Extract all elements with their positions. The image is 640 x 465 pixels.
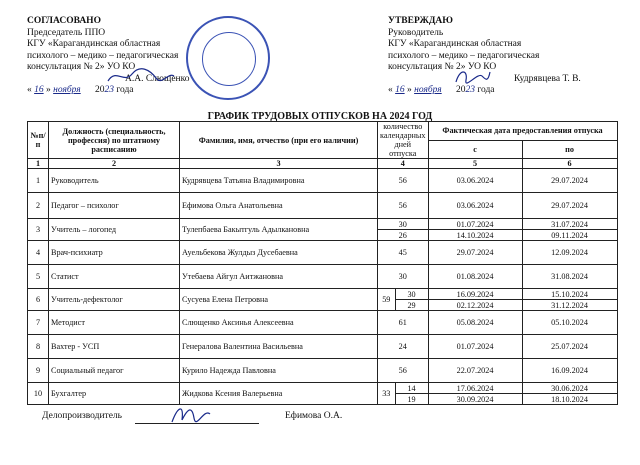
date-year: 23 bbox=[104, 85, 114, 95]
date-suffix: года bbox=[477, 85, 495, 95]
row-to: 31.12.2024 bbox=[522, 300, 617, 311]
row-from: 14.10.2024 bbox=[428, 230, 522, 241]
table-row bbox=[28, 219, 618, 230]
row-to: 31.07.2024 bbox=[522, 219, 617, 230]
col-number: 1 bbox=[28, 159, 49, 169]
col-number: 4 bbox=[378, 159, 429, 169]
row-from: 05.08.2024 bbox=[428, 311, 522, 335]
row-num: 3 bbox=[28, 219, 49, 241]
signature-footer-icon bbox=[168, 402, 214, 428]
date-month: ноября bbox=[414, 85, 442, 95]
row-num: 5 bbox=[28, 265, 49, 289]
approval-left-date bbox=[27, 85, 190, 97]
date-mid: » bbox=[46, 85, 51, 95]
table-row bbox=[28, 383, 618, 394]
date-mid: » bbox=[407, 85, 412, 95]
table-row bbox=[28, 335, 618, 359]
table-row bbox=[28, 359, 618, 383]
row-from: 17.06.2024 bbox=[428, 383, 522, 394]
footer-signer: Ефимова О.А. bbox=[285, 411, 343, 421]
row-position: Учитель – логопед bbox=[49, 219, 180, 241]
header-from: с bbox=[428, 140, 522, 159]
row-name: Слющенко Аксинья Алексеевна bbox=[180, 311, 378, 335]
approval-right-line4: консультация № 2» УО КО bbox=[388, 62, 497, 72]
row-from: 01.08.2024 bbox=[428, 265, 522, 289]
row-name: Курило Надежда Павловна bbox=[180, 359, 378, 383]
row-name: Тулепбаева Бакытгуль Адылкановна bbox=[180, 219, 378, 241]
row-num: 4 bbox=[28, 241, 49, 265]
row-days: 61 bbox=[378, 311, 429, 335]
col-number: 6 bbox=[522, 159, 617, 169]
row-name: Ауельбекова Жулдыз Дусебаевна bbox=[180, 241, 378, 265]
row-days-total: 33 bbox=[378, 383, 396, 405]
row-to: 25.07.2024 bbox=[522, 335, 617, 359]
table-row bbox=[28, 241, 618, 265]
row-num: 10 bbox=[28, 383, 49, 405]
row-to: 31.08.2024 bbox=[522, 265, 617, 289]
row-days-part: 26 bbox=[378, 230, 429, 241]
approval-left-heading: СОГЛАСОВАНО bbox=[27, 16, 101, 26]
vacation-schedule-table bbox=[27, 121, 618, 405]
approval-right-line2: КГУ «Карагандинская областная bbox=[388, 39, 522, 49]
row-position: Руководитель bbox=[49, 169, 180, 193]
date-day: 16 bbox=[395, 85, 405, 95]
approval-right-line3: психолого – медико – педагогическая bbox=[388, 50, 540, 61]
table-row bbox=[28, 193, 618, 219]
approval-left-line2: КГУ «Карагандинская областная bbox=[27, 39, 161, 49]
row-position: Вахтер - УСП bbox=[49, 335, 180, 359]
row-name: Ефимова Ольга Анатольевна bbox=[180, 193, 378, 219]
row-days-total: 59 bbox=[378, 289, 396, 311]
row-name: Утебаева Айгул Аитжановна bbox=[180, 265, 378, 289]
approval-right-signer: Кудрявцева Т. В. bbox=[514, 73, 581, 84]
approval-left-signer: А.А. Слющенко bbox=[125, 73, 190, 84]
approval-left-line3: психолого – медико – педагогическая bbox=[27, 50, 179, 61]
row-num: 7 bbox=[28, 311, 49, 335]
date-day: 16 bbox=[34, 85, 44, 95]
row-from: 01.07.2024 bbox=[428, 219, 522, 230]
table-row bbox=[28, 311, 618, 335]
row-from: 29.07.2024 bbox=[428, 241, 522, 265]
signature-right-icon bbox=[452, 66, 492, 88]
round-stamp-icon bbox=[186, 16, 270, 100]
col-number: 5 bbox=[428, 159, 522, 169]
row-days: 30 bbox=[378, 265, 429, 289]
row-position: Врач-психиатр bbox=[49, 241, 180, 265]
row-position: Методист bbox=[49, 311, 180, 335]
row-to: 18.10.2024 bbox=[522, 394, 617, 405]
row-to: 12.09.2024 bbox=[522, 241, 617, 265]
header-position: Должность (специальность, профессия) по штатному расписанию bbox=[49, 122, 180, 159]
signature-left-icon bbox=[106, 66, 176, 86]
approval-left-line4: консультация № 2» УО КО bbox=[27, 62, 136, 72]
header-actual: Фактическая дата предоставления отпуска bbox=[428, 122, 617, 141]
row-num: 2 bbox=[28, 193, 49, 219]
table-row bbox=[28, 265, 618, 289]
row-days-part: 30 bbox=[395, 289, 428, 300]
row-days: 56 bbox=[378, 359, 429, 383]
row-days-part: 14 bbox=[395, 383, 428, 394]
row-num: 1 bbox=[28, 169, 49, 193]
approval-right-line1: Руководитель bbox=[388, 27, 444, 38]
document-title: ГРАФИК ТРУДОВЫХ ОТПУСКОВ НА 2024 ГОД bbox=[207, 111, 433, 122]
row-to: 29.07.2024 bbox=[522, 169, 617, 193]
row-days-part: 30 bbox=[378, 219, 429, 230]
row-num: 6 bbox=[28, 289, 49, 311]
row-position: Социальный педагог bbox=[49, 359, 180, 383]
row-from: 30.09.2024 bbox=[428, 394, 522, 405]
row-to: 09.11.2024 bbox=[522, 230, 617, 241]
row-position: Статист bbox=[49, 265, 180, 289]
row-num: 9 bbox=[28, 359, 49, 383]
row-name: Сусуева Елена Петровна bbox=[180, 289, 378, 311]
row-days-part: 29 bbox=[395, 300, 428, 311]
row-from: 22.07.2024 bbox=[428, 359, 522, 383]
row-to: 29.07.2024 bbox=[522, 193, 617, 219]
header-num: №п/п bbox=[28, 122, 49, 159]
row-name: Кудрявцева Татьяна Владимировна bbox=[180, 169, 378, 193]
row-days: 45 bbox=[378, 241, 429, 265]
row-days-part: 19 bbox=[395, 394, 428, 405]
date-suffix: года bbox=[116, 85, 134, 95]
date-year-prefix: 20 bbox=[94, 85, 105, 95]
row-from: 01.07.2024 bbox=[428, 335, 522, 359]
row-position: Педагог – психолог bbox=[49, 193, 180, 219]
row-from: 03.06.2024 bbox=[428, 193, 522, 219]
row-days: 56 bbox=[378, 169, 429, 193]
footer-label: Делопроизводитель bbox=[42, 411, 122, 421]
col-number: 2 bbox=[49, 159, 180, 169]
row-from: 03.06.2024 bbox=[428, 169, 522, 193]
header-days: количество календарных дней отпуска bbox=[378, 122, 429, 159]
row-from: 02.12.2024 bbox=[428, 300, 522, 311]
date-month: ноября bbox=[53, 85, 81, 95]
row-days: 56 bbox=[378, 193, 429, 219]
row-position: Бухгалтер bbox=[49, 383, 180, 405]
header-name: Фамилия, имя, отчество (при его наличии) bbox=[180, 122, 378, 159]
approval-left-line1: Председатель ППО bbox=[27, 27, 106, 38]
table-row bbox=[28, 169, 618, 193]
col-number: 3 bbox=[180, 159, 378, 169]
header-to: по bbox=[522, 140, 617, 159]
date-year: 23 bbox=[465, 85, 475, 95]
date-open: « bbox=[388, 85, 393, 95]
row-to: 05.10.2024 bbox=[522, 311, 617, 335]
approval-right-heading: УТВЕРЖДАЮ bbox=[388, 16, 453, 26]
row-to: 30.06.2024 bbox=[522, 383, 617, 394]
row-from: 16.09.2024 bbox=[428, 289, 522, 300]
date-year-prefix: 20 bbox=[455, 85, 466, 95]
row-days: 24 bbox=[378, 335, 429, 359]
row-to: 16.09.2024 bbox=[522, 359, 617, 383]
table-row bbox=[28, 289, 618, 300]
row-to: 15.10.2024 bbox=[522, 289, 617, 300]
row-num: 8 bbox=[28, 335, 49, 359]
row-name: Жидкова Ксения Валерьевна bbox=[180, 383, 378, 405]
date-open: « bbox=[27, 85, 32, 95]
row-name: Генералова Валентина Васильевна bbox=[180, 335, 378, 359]
row-position: Учитель-дефектолог bbox=[49, 289, 180, 311]
